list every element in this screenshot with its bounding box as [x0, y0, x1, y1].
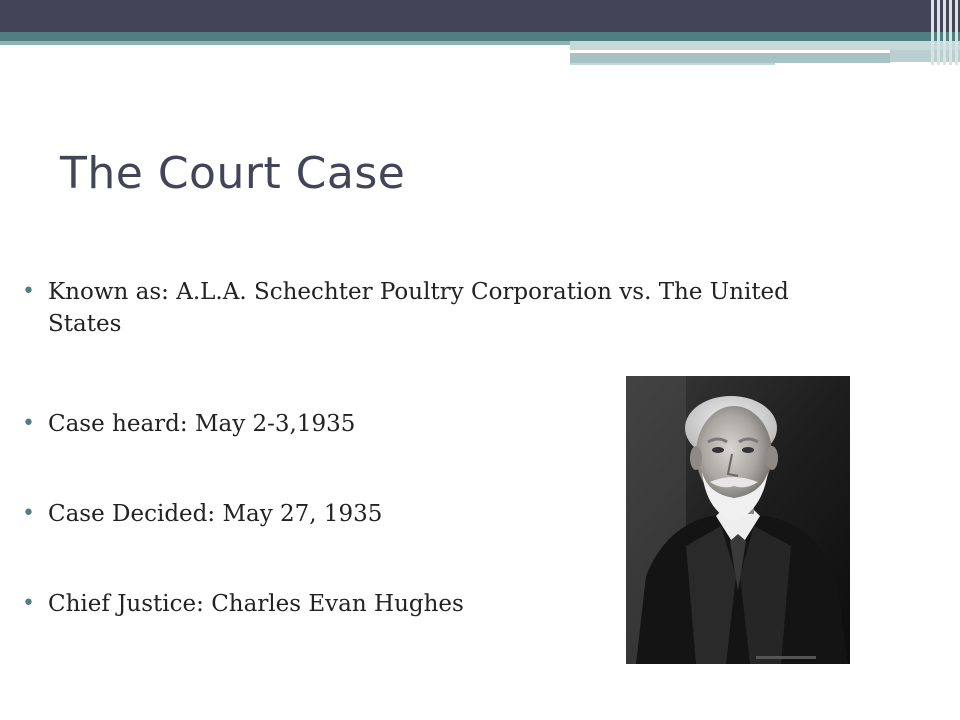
header-accent-bar — [0, 32, 960, 41]
bullet-item — [22, 408, 648, 440]
portrait-photo — [626, 376, 850, 664]
bullet-icon: • — [22, 591, 35, 616]
bullet-text: Case Decided: May 27, 1935 — [48, 501, 383, 527]
header-bar — [0, 0, 960, 32]
bullet-item — [22, 498, 648, 530]
bullet-text: Known as: A.L.A. Schechter Poultry Corporation vs. The United States — [48, 279, 789, 337]
header-light-strip — [570, 41, 960, 50]
slide-title: The Court Case — [60, 148, 406, 199]
header-accent-strip — [0, 41, 570, 45]
bullet-item — [22, 588, 648, 620]
bullet-icon: • — [22, 411, 35, 436]
bullet-icon: • — [22, 279, 35, 304]
header-stripes — [925, 0, 960, 65]
bullet-icon: • — [22, 501, 35, 526]
bullet-text: Case heard: May 2-3,1935 — [48, 411, 356, 437]
bullet-item — [22, 276, 868, 340]
header-underline — [570, 63, 775, 65]
bullet-text: Chief Justice: Charles Evan Hughes — [48, 591, 464, 617]
header-light-strip-lower — [570, 53, 890, 63]
